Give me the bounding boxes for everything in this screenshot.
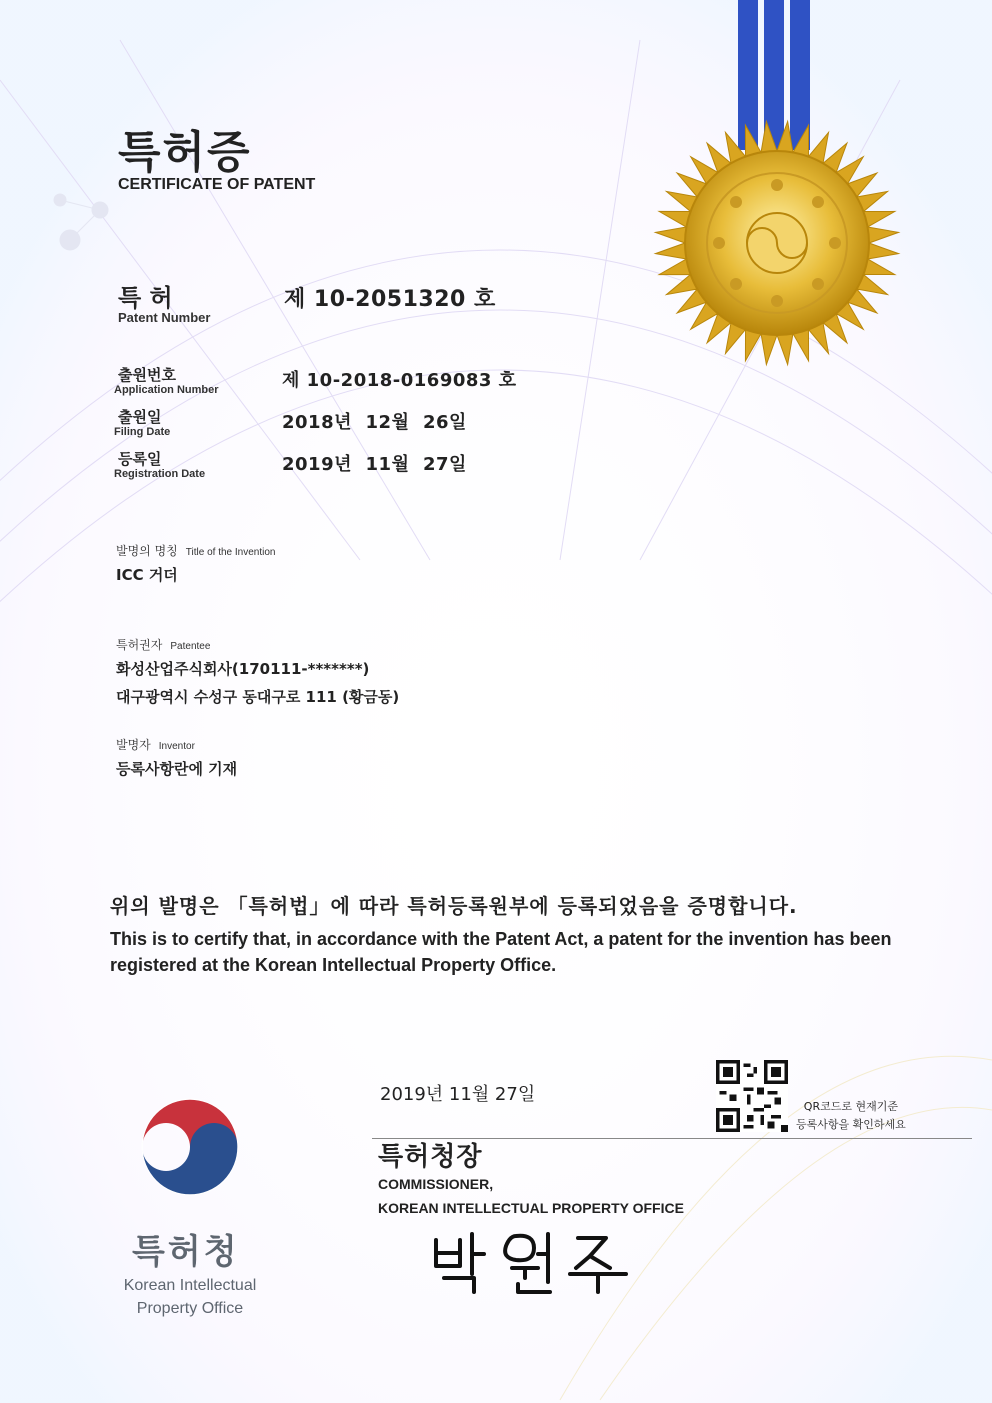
filing-date-label: 출원일: [118, 408, 162, 426]
inventor-label-en: Inventor: [158, 741, 195, 752]
patentee-address: 대구광역시 수성구 동대구로 111 (황금동): [116, 688, 400, 706]
registration-date-value: 2019년 11월 27일: [282, 454, 467, 475]
issue-date: 2019년 11월 27일: [380, 1084, 536, 1105]
application-number-label-en: Application Number: [114, 384, 219, 396]
filing-date-value: 2018년 12월 26일: [282, 412, 467, 433]
patentee-label-en: Patentee: [170, 641, 211, 652]
patent-number-label-en: Patent Number: [118, 310, 211, 325]
qr-note: [796, 1098, 906, 1134]
patentee-name: 화성산업주식회사(170111-*******): [116, 660, 370, 678]
taegeuk-logo-icon: [133, 1090, 247, 1204]
patentee-label-row: [116, 634, 210, 653]
commissioner-title: 특허청장: [378, 1142, 483, 1172]
inventor-label: 발명자: [116, 738, 151, 752]
inventor-label-row: [116, 734, 195, 753]
signature: [430, 1226, 640, 1296]
qr-code[interactable]: [716, 1060, 788, 1132]
commissioner-en-line2: KOREAN INTELLECTUAL PROPERTY OFFICE: [378, 1200, 684, 1216]
invention-label: 발명의 명칭: [116, 544, 178, 558]
office-name-en: Korean Intellectual Property Office: [123, 1277, 257, 1317]
qr-note-line2: 등록사항을 확인하세요: [796, 1118, 906, 1131]
certificate-title-en: CERTIFICATE OF PATENT: [118, 176, 316, 193]
application-number-label: 출원번호: [118, 366, 176, 384]
registration-date-label: 등록일: [118, 450, 162, 468]
commissioner-en-line1: COMMISSIONER,: [378, 1176, 494, 1192]
patent-number-value: 제 10-2051320 호: [284, 287, 496, 312]
certificate-title: 특허증: [118, 127, 252, 178]
registration-date-label-en: Registration Date: [114, 468, 206, 480]
gold-seal: [652, 118, 902, 368]
certification-text-ko: 위의 발명은 「특허법」에 따라 특허등록원부에 등록되었음을 증명합니다.: [110, 894, 798, 918]
invention-label-row: [116, 540, 275, 559]
qr-note-line1: QR코드로 현재기준: [803, 1100, 898, 1113]
patent-number-label: 특 허: [118, 284, 173, 312]
office-name-ko: 특허청: [132, 1232, 240, 1272]
patentee-label: 특허권자: [116, 638, 163, 652]
invention-label-en: Title of the Invention: [185, 547, 276, 558]
invention-title: ICC 거더: [116, 566, 178, 584]
certification-text-en: This is to certify that, in accordance with the Patent Act, a patent for the invention has been registered at the Korean Intellectual Property Office.: [110, 929, 892, 975]
filing-date-label-en: Filing Date: [114, 426, 171, 438]
application-number-value: 제 10-2018-0169083 호: [282, 370, 517, 391]
commissioner-title-en: [378, 1172, 684, 1220]
inventor-value: 등록사항란에 기재: [116, 760, 238, 778]
